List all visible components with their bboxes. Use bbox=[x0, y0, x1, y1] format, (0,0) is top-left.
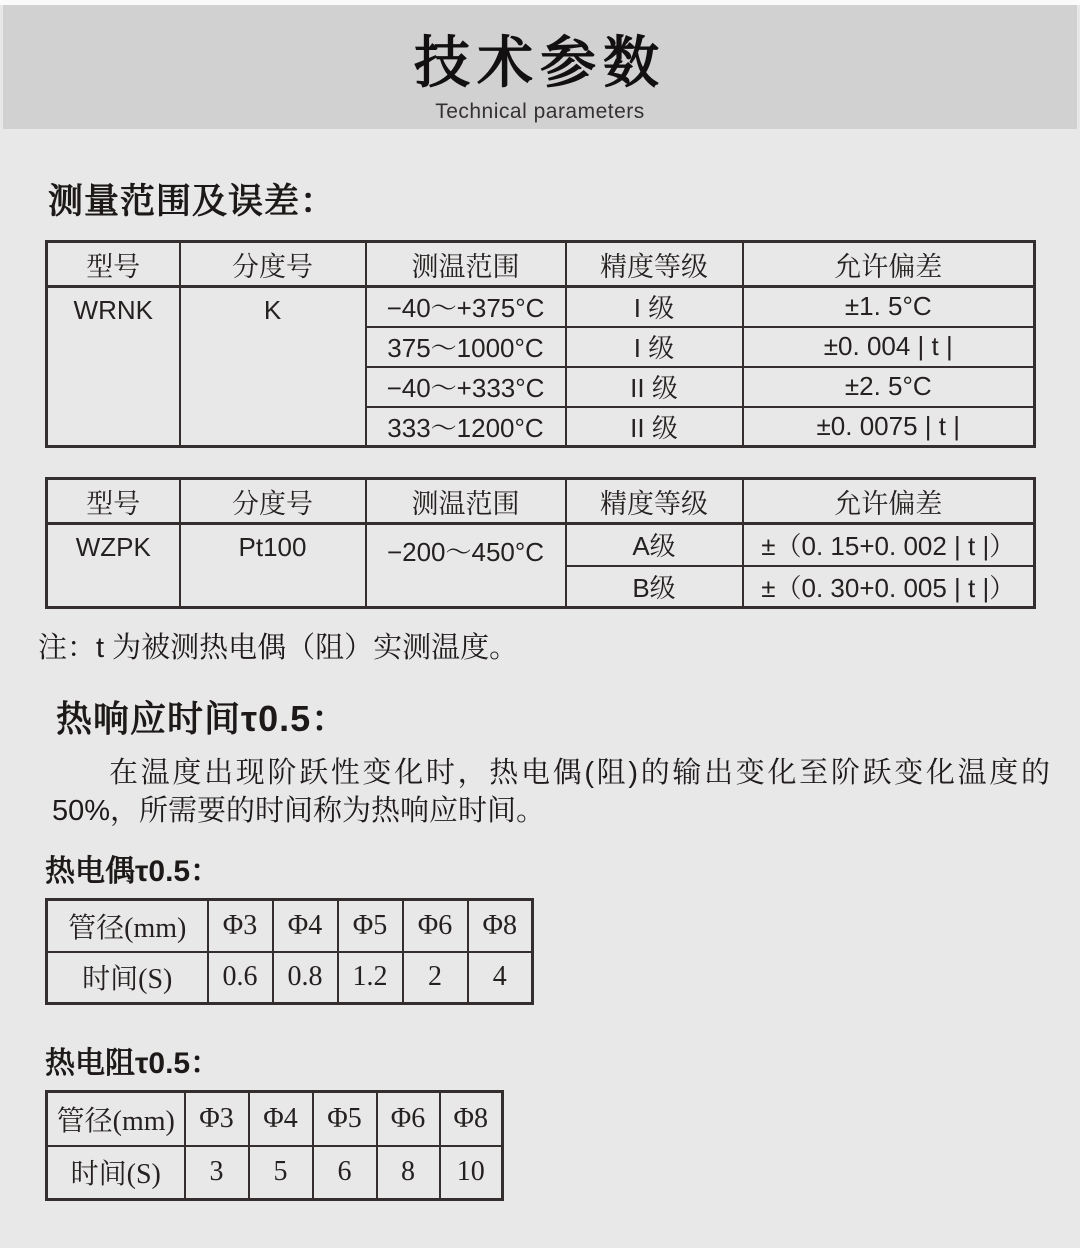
diameter-label-cell: 管径(mm) bbox=[47, 1092, 185, 1146]
deviation-cell: ±2. 5°C bbox=[743, 367, 1035, 407]
time-label-cell: 时间(S) bbox=[47, 1146, 185, 1200]
grade-cell: II 级 bbox=[566, 407, 743, 447]
time-cell: 10 bbox=[440, 1146, 503, 1200]
page-title: 技术参数 bbox=[414, 31, 666, 94]
col-header-accuracy: 精度等级 bbox=[566, 242, 743, 287]
col-header-graduation: 分度号 bbox=[180, 242, 366, 287]
table-row bbox=[47, 900, 533, 952]
table-row bbox=[47, 1092, 503, 1146]
diameter-label-cell: 管径(mm) bbox=[47, 900, 208, 952]
subheading-thermocouple-tau: 热电偶τ0.5： bbox=[45, 855, 221, 888]
diameter-cell: Φ8 bbox=[440, 1092, 503, 1146]
diameter-cell: Φ8 bbox=[468, 900, 533, 952]
diameter-cell: Φ3 bbox=[208, 900, 273, 952]
col-header-graduation: 分度号 bbox=[180, 479, 366, 524]
thermal-response-paragraph: 在温度出现阶跃性变化时，热电偶(阻)的输出变化至阶跃变化温度的50%，所需要的时间称为热响应时间。 bbox=[52, 757, 1050, 827]
range-cell: 333～1200°C bbox=[366, 407, 566, 447]
table-row bbox=[47, 287, 1035, 327]
diameter-cell: Φ4 bbox=[249, 1092, 313, 1146]
range-cell: −40～+333°C bbox=[366, 367, 566, 407]
graduation-cell: K bbox=[180, 287, 366, 447]
range-cell: 375～1000°C bbox=[366, 327, 566, 367]
page-subtitle: Technical parameters bbox=[435, 100, 645, 123]
model-cell: WZPK bbox=[47, 524, 180, 608]
col-header-model: 型号 bbox=[47, 479, 180, 524]
deviation-cell: ±0. 0075 | t | bbox=[743, 407, 1035, 447]
diameter-cell: Φ6 bbox=[403, 900, 468, 952]
subheading-rtd-tau: 热电阻τ0.5： bbox=[45, 1047, 221, 1080]
thermocouple-range-table bbox=[45, 240, 1036, 448]
table-note: 注：t 为被测热电偶（阻）实测温度。 bbox=[38, 632, 519, 664]
col-header-range: 测温范围 bbox=[366, 242, 566, 287]
table-row bbox=[47, 1146, 503, 1200]
diameter-cell: Φ5 bbox=[338, 900, 403, 952]
range-cell: −40～+375°C bbox=[366, 287, 566, 327]
table-header-row bbox=[47, 479, 1035, 524]
time-cell: 6 bbox=[313, 1146, 377, 1200]
col-header-deviation: 允许偏差 bbox=[743, 242, 1035, 287]
col-header-accuracy: 精度等级 bbox=[566, 479, 743, 524]
time-cell: 8 bbox=[377, 1146, 440, 1200]
time-cell: 4 bbox=[468, 952, 533, 1004]
time-cell: 2 bbox=[403, 952, 468, 1004]
grade-cell: I 级 bbox=[566, 287, 743, 327]
table-row bbox=[47, 524, 1035, 566]
diameter-cell: Φ4 bbox=[273, 900, 338, 952]
table-header-row bbox=[47, 242, 1035, 287]
deviation-cell: ±（0. 30+0. 005 | t |） bbox=[743, 566, 1035, 608]
section-heading-measurement-range: 测量范围及误差： bbox=[48, 182, 337, 221]
grade-cell: I 级 bbox=[566, 327, 743, 367]
diameter-cell: Φ5 bbox=[313, 1092, 377, 1146]
col-header-model: 型号 bbox=[47, 242, 180, 287]
grade-cell: II 级 bbox=[566, 367, 743, 407]
time-cell: 0.6 bbox=[208, 952, 273, 1004]
graduation-cell: Pt100 bbox=[180, 524, 366, 608]
time-cell: 5 bbox=[249, 1146, 313, 1200]
model-cell: WRNK bbox=[47, 287, 180, 447]
deviation-cell: ±0. 004 | t | bbox=[743, 327, 1035, 367]
thermocouple-response-table bbox=[45, 898, 534, 1005]
grade-cell: B级 bbox=[566, 566, 743, 608]
time-label-cell: 时间(S) bbox=[47, 952, 208, 1004]
time-cell: 1.2 bbox=[338, 952, 403, 1004]
time-cell: 0.8 bbox=[273, 952, 338, 1004]
grade-cell: A级 bbox=[566, 524, 743, 566]
page-header bbox=[3, 5, 1077, 129]
deviation-cell: ±1. 5°C bbox=[743, 287, 1035, 327]
diameter-cell: Φ6 bbox=[377, 1092, 440, 1146]
section-heading-thermal-response: 热响应时间τ0.5： bbox=[56, 698, 349, 739]
col-header-deviation: 允许偏差 bbox=[743, 479, 1035, 524]
col-header-range: 测温范围 bbox=[366, 479, 566, 524]
range-cell: −200～450°C bbox=[366, 524, 566, 608]
rtd-range-table bbox=[45, 477, 1036, 609]
rtd-response-table bbox=[45, 1090, 504, 1201]
diameter-cell: Φ3 bbox=[185, 1092, 249, 1146]
table-row bbox=[47, 952, 533, 1004]
time-cell: 3 bbox=[185, 1146, 249, 1200]
deviation-cell: ±（0. 15+0. 002 | t |） bbox=[743, 524, 1035, 566]
